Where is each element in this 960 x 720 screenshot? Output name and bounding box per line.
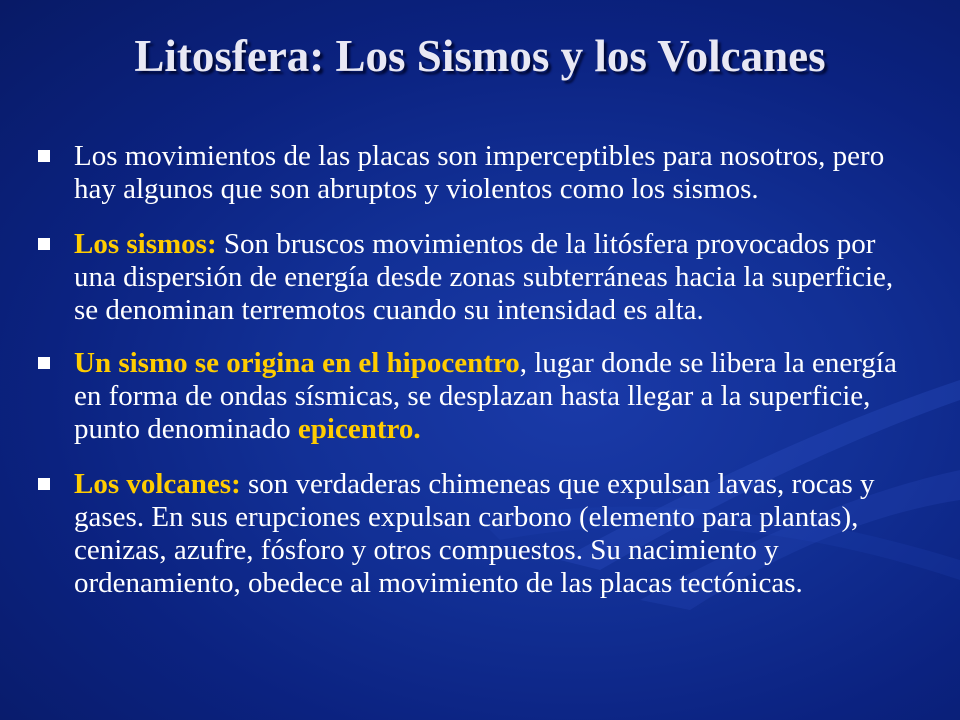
- bullet-text: Los movimientos de las placas son imperceptibles para nosotros, pero hay algunos que son abruptos y violentos como los sismos.: [74, 140, 885, 205]
- bullet-item: [38, 347, 918, 446]
- square-bullet-icon: [38, 478, 50, 490]
- bullet-text: , lugar donde se libera la energía en forma de ondas sísmicas, se desplazan hasta llegar a la superficie, punto denominado: [74, 347, 897, 445]
- bullet-text: son verdaderas chimeneas que expulsan lavas, rocas y gases. En sus erupciones expulsan carbono (elemento para plantas), cenizas, azufre, fósforo y otros compuestos. Su nacimiento y ordenamiento, obedece al movimiento de las placas tectónicas.: [74, 468, 875, 599]
- bullet-item: [38, 228, 918, 327]
- bullet-item: [38, 468, 918, 600]
- bullet-text: Son bruscos movimientos de la litósfera provocados por una dispersión de energía desde zonas subterráneas hacia la superficie, se denominan terremotos cuando su intensidad es alta.: [74, 228, 894, 326]
- bullet-highlight: Un sismo se origina en el hipocentro: [74, 347, 520, 379]
- bullet-highlight: Los volcanes:: [74, 468, 241, 500]
- bullet-highlight-end: epicentro.: [297, 413, 421, 445]
- square-bullet-icon: [38, 357, 50, 369]
- square-bullet-icon: [38, 150, 50, 162]
- square-bullet-icon: [38, 238, 50, 250]
- bullet-list: [38, 140, 918, 622]
- bullet-item: [38, 140, 918, 206]
- slide-title: Litosfera: Los Sismos y los Volcanes: [134, 31, 826, 81]
- bullet-highlight: Los sismos:: [74, 228, 217, 260]
